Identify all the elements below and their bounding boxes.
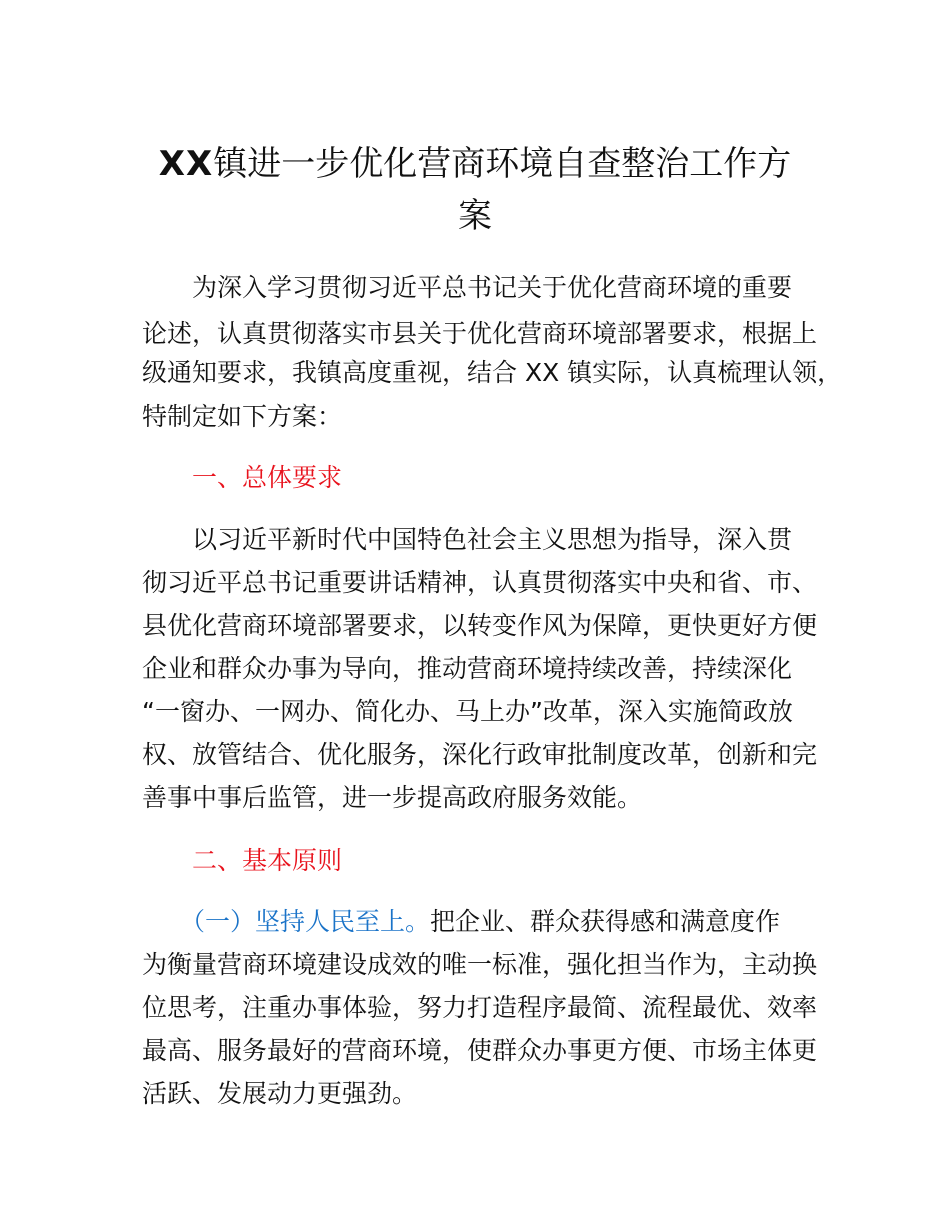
section1-line: 县优化营商环境部署要求，以转变作风为保障，更快更好方便	[142, 611, 818, 640]
section2-sub1-first-line	[180, 904, 780, 940]
section1-line: 以习近平新时代中国特色社会主义思想为指导，深入贯	[192, 525, 793, 554]
section1-line: 权、放管结合、优化服务，深化行政审批制度改革，创新和完	[142, 740, 818, 769]
intro-line: 特制定如下方案：	[142, 402, 343, 431]
section2-sub1-line: 位思考，注重办事体验，努力打造程序最简、流程最优、效率	[142, 993, 818, 1022]
section2-sub1-line: 活跃、发展动力更强劲。	[142, 1079, 418, 1108]
intro-line: 论述，认真贯彻落实市县关于优化营商环境部署要求，根据上	[142, 319, 818, 348]
document-title-line2: 案	[458, 196, 492, 236]
section1-line: 企业和群众办事为导向，推动营商环境持续改善，持续深化	[142, 654, 793, 683]
section2-sub1-line: 为衡量营商环境建设成效的唯一标准，强化担当作为，主动换	[142, 950, 818, 979]
intro-line: 为深入学习贯彻习近平总书记关于优化营商环境的重要	[192, 273, 793, 302]
section2-heading: 二、基本原则	[192, 846, 343, 875]
title-prefix: XX	[158, 144, 214, 184]
sub1-first-line-rest: 把企业、群众获得感和满意度作	[430, 907, 781, 936]
section1-line: “一窗办、一网办、简化办、马上办”改革，深入实施简政放	[142, 697, 793, 726]
document-title-line1	[140, 140, 810, 188]
section1-line: 善事中事后监管，进一步提高政府服务效能。	[142, 783, 643, 812]
sub1-label: （一）坚持人民至上。	[180, 907, 431, 936]
section1-heading: 一、总体要求	[192, 463, 343, 492]
intro-line: 级通知要求，我镇高度重视，结合 XX 镇实际，认真梳理认领，	[142, 358, 843, 387]
title-rest: 镇进一步优化营商环境自查整治工作方	[213, 144, 792, 184]
section2-sub1-line: 最高、服务最好的营商环境，使群众办事更方便、市场主体更	[142, 1036, 818, 1065]
section1-line: 彻习近平总书记重要讲话精神，认真贯彻落实中央和省、市、	[142, 568, 818, 597]
